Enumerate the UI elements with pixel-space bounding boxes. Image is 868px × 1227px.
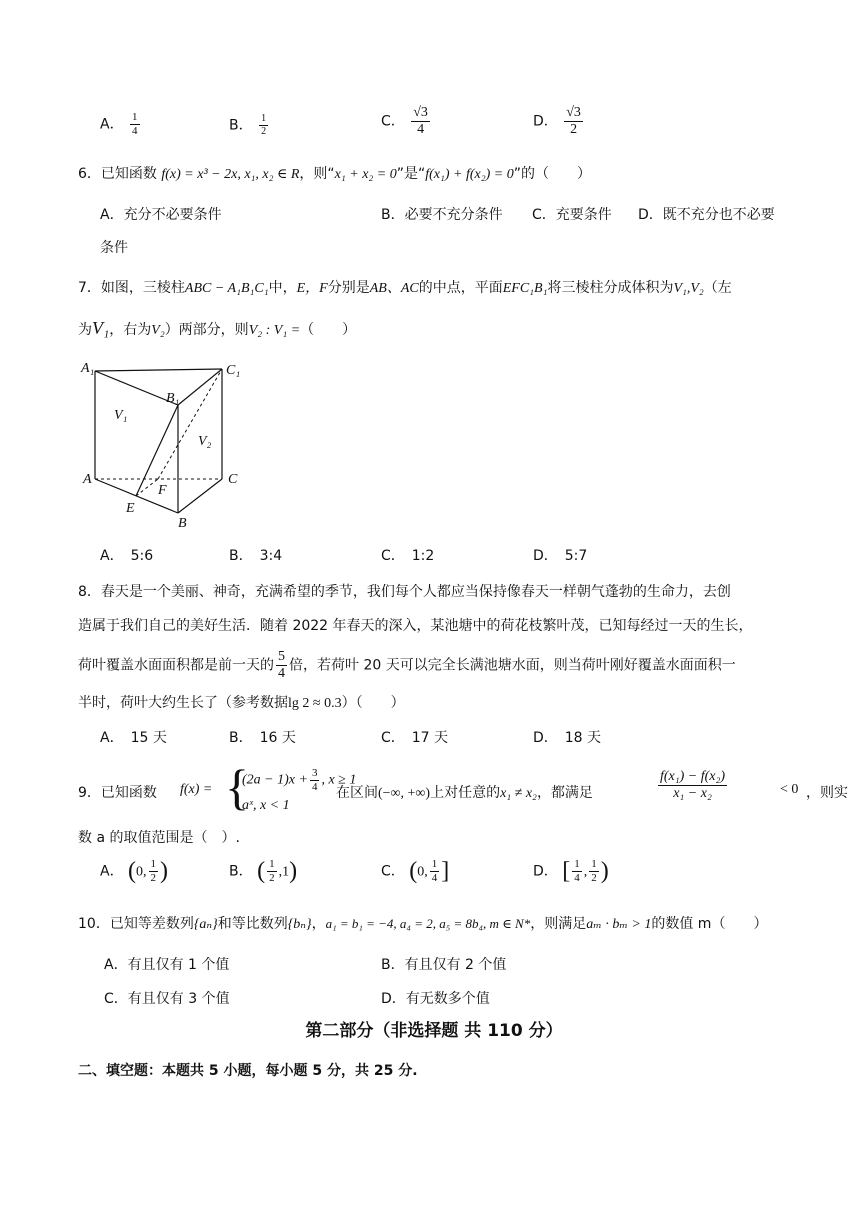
fill-in-heading: 二、填空题：本题共 5 小题，每小题 5 分，共 25 分. <box>78 1063 418 1079</box>
stem-text: 已知等差数列 <box>109 916 194 932</box>
option-letter: B． <box>229 863 253 880</box>
edge-fc1-hidden <box>158 369 222 479</box>
option-letter: C． <box>381 113 405 130</box>
volume-v2: V₂ <box>151 323 165 338</box>
q8-option-a: A． 15 天 <box>100 730 167 746</box>
denominator: 2 <box>570 122 578 137</box>
denominator: 4 <box>132 125 138 137</box>
plane-name: EFC₁B₁ <box>502 281 548 296</box>
stem-text: （左 <box>703 280 732 296</box>
label-b: B <box>178 516 187 531</box>
stem-text: 分别是 <box>327 280 370 296</box>
label-c1: C₁ <box>226 363 241 378</box>
q5-option-b <box>229 114 270 137</box>
volume-names: V₁,V₂ <box>673 281 704 296</box>
q6-option-d-wrap: 条件 <box>100 240 128 256</box>
stem-text: ，都满足 <box>536 785 593 801</box>
q8-line1 <box>78 581 731 601</box>
fraction <box>589 859 599 884</box>
numerator: 5 <box>278 649 285 664</box>
denominator: 2 <box>261 126 267 137</box>
numerator: f(x₁) − f(x₂) <box>660 769 726 784</box>
interval: (−∞, +∞) <box>378 786 431 801</box>
ratio-formula: V₂ : V₁ = <box>248 323 301 338</box>
q6-option-d: D．既不充分也不必要 <box>638 207 775 223</box>
label-v1: V₁ <box>114 408 128 423</box>
stem-text: 已知函数 <box>100 785 157 801</box>
condition-formula: a₁ = b₁ = −4, a₄ = 2, a₅ = 8b₄, m ∈ N* <box>325 916 531 931</box>
option-letter: A． <box>100 116 124 133</box>
stem-text: 已知函数 <box>100 166 157 182</box>
q10-option-a: A．有且仅有 1 个值 <box>104 957 230 973</box>
fraction <box>276 650 287 681</box>
label-f: F <box>158 483 167 498</box>
q7-option-c: C． 1:2 <box>381 548 435 564</box>
fraction <box>130 112 140 137</box>
stem-text: 倍，若荷叶 20 天可以完全长满池塘水面，则当荷叶刚好覆盖水面面积一 <box>289 657 736 674</box>
q8-line2: 造属于我们自己的美好生活．随着 2022 年春天的深入，某池塘中的荷花枝繁叶茂，已知每经过一天的生长， <box>78 618 753 634</box>
q9-option-c <box>381 858 449 885</box>
edge-b1c1 <box>178 369 222 405</box>
edge-names: AB、AC <box>369 281 419 296</box>
bracket-right: ) <box>600 858 609 884</box>
function-formula: f(x) = x³ − 2x, x₁, x₂ ∈ R <box>161 167 300 182</box>
fraction <box>430 859 440 884</box>
question-number: 8． <box>78 584 101 600</box>
bracket-left: [ <box>562 858 571 884</box>
stem-text: 春天是一个美丽、神奇，充满希望的季节，我们每个人都应当保持像春天一样朝气蓬勃的生命力，去创 <box>100 584 731 600</box>
fraction <box>310 768 320 793</box>
piecewise-brace: { <box>225 759 249 815</box>
stem-rest <box>336 782 593 802</box>
bracket-right: ) <box>160 858 169 884</box>
inequality-fraction <box>658 770 727 801</box>
numerator: 1 <box>150 858 157 870</box>
label-v2: V₂ <box>198 434 212 449</box>
label-a: A <box>83 472 92 487</box>
stem-text: 中， <box>268 280 297 296</box>
denominator: 2 <box>269 872 275 884</box>
fraction <box>259 114 268 137</box>
edge-eb1 <box>136 405 178 496</box>
q9-line2: 数 a 的取值范围是（ ）. <box>78 830 240 846</box>
option-letter: D． <box>533 863 558 880</box>
prism-figure <box>78 355 253 535</box>
point-names: E，F <box>296 281 328 296</box>
part2-title: 第二部分（非选择题 共 110 分） <box>305 1021 563 1041</box>
q7-option-b: B． 3:4 <box>229 548 283 564</box>
prism-name: ABC − A₁B₁C₁ <box>184 281 269 296</box>
bracket-left: ( <box>257 858 266 884</box>
q9-option-d: D． [ $\frac{1}{4}$ , $\frac{1}{2}$ ) <box>533 858 609 884</box>
stem-text: （ ） <box>300 322 357 338</box>
stem-text: 上对任意的 <box>430 785 501 801</box>
q8-option-d: D． 18 天 <box>533 730 602 746</box>
q10-option-c: C．有且仅有 3 个值 <box>104 991 230 1007</box>
sequence-b: {bₙ} <box>287 917 312 932</box>
stem-text: ）（ ） <box>341 695 405 711</box>
q9-option-a <box>100 858 168 885</box>
q7-option-a: A． 5:6 <box>100 548 154 564</box>
stem-text: 荷叶覆盖水面面积都是前一天的 <box>78 657 274 674</box>
stem-text: ”的（ ） <box>513 166 591 182</box>
stem-text: 和等比数列 <box>217 916 288 932</box>
q5-option-a <box>100 112 142 137</box>
q7-stem-line1 <box>78 277 732 297</box>
q10-stem <box>78 913 767 933</box>
numerator: 1 <box>261 113 267 124</box>
q5-option-d <box>533 106 585 137</box>
interval-left: 0, <box>136 864 147 880</box>
stem-text: 如图，三棱柱 <box>100 280 185 296</box>
fraction <box>572 859 582 884</box>
q7-stem-line2 <box>78 318 356 339</box>
volume-v1: V₁ <box>92 318 110 338</box>
relation-formula: aₘ · bₘ > 1 <box>586 917 652 932</box>
q8-line4 <box>78 692 405 712</box>
interval-right: ,1 <box>278 864 290 880</box>
denominator: 4 <box>311 781 318 793</box>
condition-formula: x₁ + x₂ = 0 <box>334 167 397 182</box>
label-b1: B₁ <box>166 391 180 406</box>
option-letter: D． <box>533 113 558 130</box>
q8-line3 <box>78 650 736 681</box>
question-number: 10． <box>78 916 110 932</box>
condition: x₁ ≠ x₂ <box>500 786 537 801</box>
q6-option-a: A．充分不必要条件 <box>100 207 222 223</box>
option-letter: C． <box>381 863 405 880</box>
piece-1-expr: (2a − 1)x + <box>242 772 308 788</box>
interval-left: 0, <box>417 864 428 880</box>
stem-text: ，右为 <box>109 322 152 338</box>
inequality-relation: < 0 <box>780 782 799 797</box>
q5-option-c <box>381 106 432 137</box>
q6-option-b: B．必要不充分条件 <box>381 207 503 223</box>
numerator: 1 <box>132 111 138 123</box>
numerator: 1 <box>591 858 597 870</box>
bracket-left: ( <box>409 858 418 884</box>
q10-option-d: D．有无数多个值 <box>381 991 490 1007</box>
fraction <box>149 859 159 884</box>
numerator: 3 <box>311 767 318 779</box>
numerator: √3 <box>566 105 581 120</box>
edge-bc <box>178 479 222 513</box>
stem-text: 为 <box>78 322 92 338</box>
denominator: x₁ − x₂ <box>673 786 712 801</box>
denominator: 2 <box>591 872 597 884</box>
stem-text: ， <box>311 916 326 932</box>
numerator: 1 <box>431 858 438 870</box>
q8-option-c: C． 17 天 <box>381 730 449 746</box>
q6-option-c: C．充要条件 <box>532 207 612 223</box>
denominator: 4 <box>417 122 425 137</box>
stem-text: 将三棱柱分成体积为 <box>547 280 674 296</box>
denominator: 4 <box>278 666 285 681</box>
sequence-a: {aₙ} <box>193 917 218 932</box>
q6-stem <box>78 163 591 183</box>
denominator: 4 <box>574 872 580 884</box>
numerator: 1 <box>269 858 275 870</box>
question-number: 6． <box>78 166 101 182</box>
question-number: 7． <box>78 280 101 296</box>
numerator: 1 <box>574 858 580 870</box>
label-a1: A₁ <box>81 361 95 376</box>
stem-text: ，则满足 <box>530 916 587 932</box>
function-name: f(x) = <box>180 782 213 797</box>
q8-option-b: B． 16 天 <box>229 730 296 746</box>
denominator: 4 <box>431 872 438 884</box>
label-e: E <box>126 501 135 516</box>
bracket-left: ( <box>128 858 137 884</box>
condition-formula: f(x₁) + f(x₂) = 0 <box>425 167 514 182</box>
q9-option-b <box>229 858 297 885</box>
fraction <box>564 106 583 137</box>
stem-text: ，则实 <box>806 785 848 801</box>
bracket-right: ] <box>441 858 450 884</box>
stem-text: ）两部分，则 <box>164 322 249 338</box>
stem-text: 的中点，平面 <box>418 280 503 296</box>
fraction <box>411 106 430 137</box>
q10-option-b: B．有且仅有 2 个值 <box>381 957 507 973</box>
stem-text: 的数值 m（ ） <box>651 916 768 932</box>
stem-text: 半时，荷叶大约生长了（参考数据 <box>78 695 288 711</box>
numerator: √3 <box>413 105 428 120</box>
piece-2: aˣ, x < 1 <box>242 798 290 813</box>
stem-text: ，则“ <box>299 166 335 182</box>
fraction <box>267 859 277 884</box>
question-number <box>78 782 157 802</box>
label-c: C <box>228 472 238 487</box>
q7-option-d: D． 5:7 <box>533 548 588 564</box>
stem-text: ”是“ <box>396 166 426 182</box>
piece-1-cond: , x ≥ 1 <box>321 772 357 788</box>
option-letter: A． <box>100 863 124 880</box>
question-number-text: 9． <box>78 785 101 801</box>
stem-text: 在区间 <box>336 785 378 801</box>
reference-data: lg 2 ≈ 0.3 <box>288 696 342 711</box>
option-letter: B． <box>229 117 253 134</box>
edge-a1c1 <box>95 369 222 371</box>
bracket-right: ) <box>289 858 298 884</box>
denominator: 2 <box>150 872 157 884</box>
